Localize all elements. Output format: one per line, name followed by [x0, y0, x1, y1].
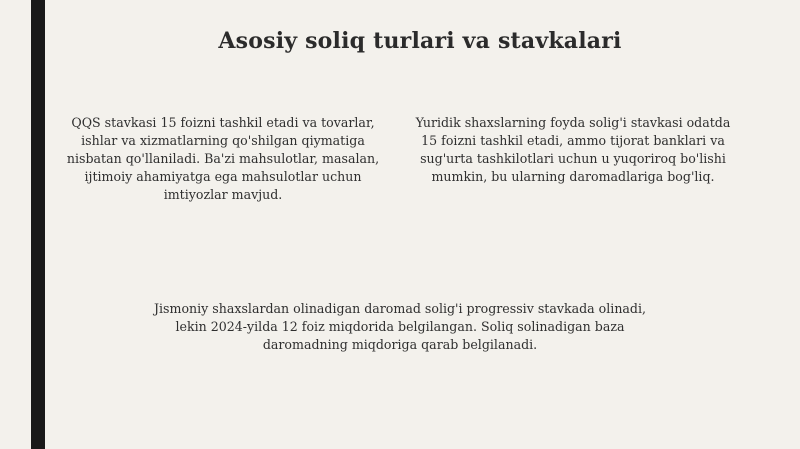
vat-paragraph: QQS stavkasi 15 foizni tashkil etadi va tovarlar, ishlar va xizmatlarning qo'shilgan qiymatiga nisbatan qo'llaniladi. Ba'zi mahsulotlar, masalan, ijtimoiy ahamiyatga ega mahsulotlar uchun imtiyozlar mavjud.: [66, 115, 380, 202]
accent-bar: [31, 0, 45, 449]
corporate-tax-paragraph: Yuridik shaxslarning foyda solig'i stavkasi odatda 15 foizni tashkil etadi, ammo tijorat banklari va sug'urta tashkilotlari uchun u yuqoriroq bo'lishi mumkin, bu ularning daromadlariga bog'liq.: [415, 115, 731, 184]
slide-title: Asosiy soliq turlari va stavkalari: [218, 28, 622, 54]
income-tax-paragraph: Jismoniy shaxslardan olinadigan daromad solig'i progressiv stavkada olinadi, lekin 2024-yilda 12 foiz miqdorida belgilangan. Soliq solinadigan baza daromadning miqdoriga qarab belgilanadi.: [153, 301, 647, 352]
